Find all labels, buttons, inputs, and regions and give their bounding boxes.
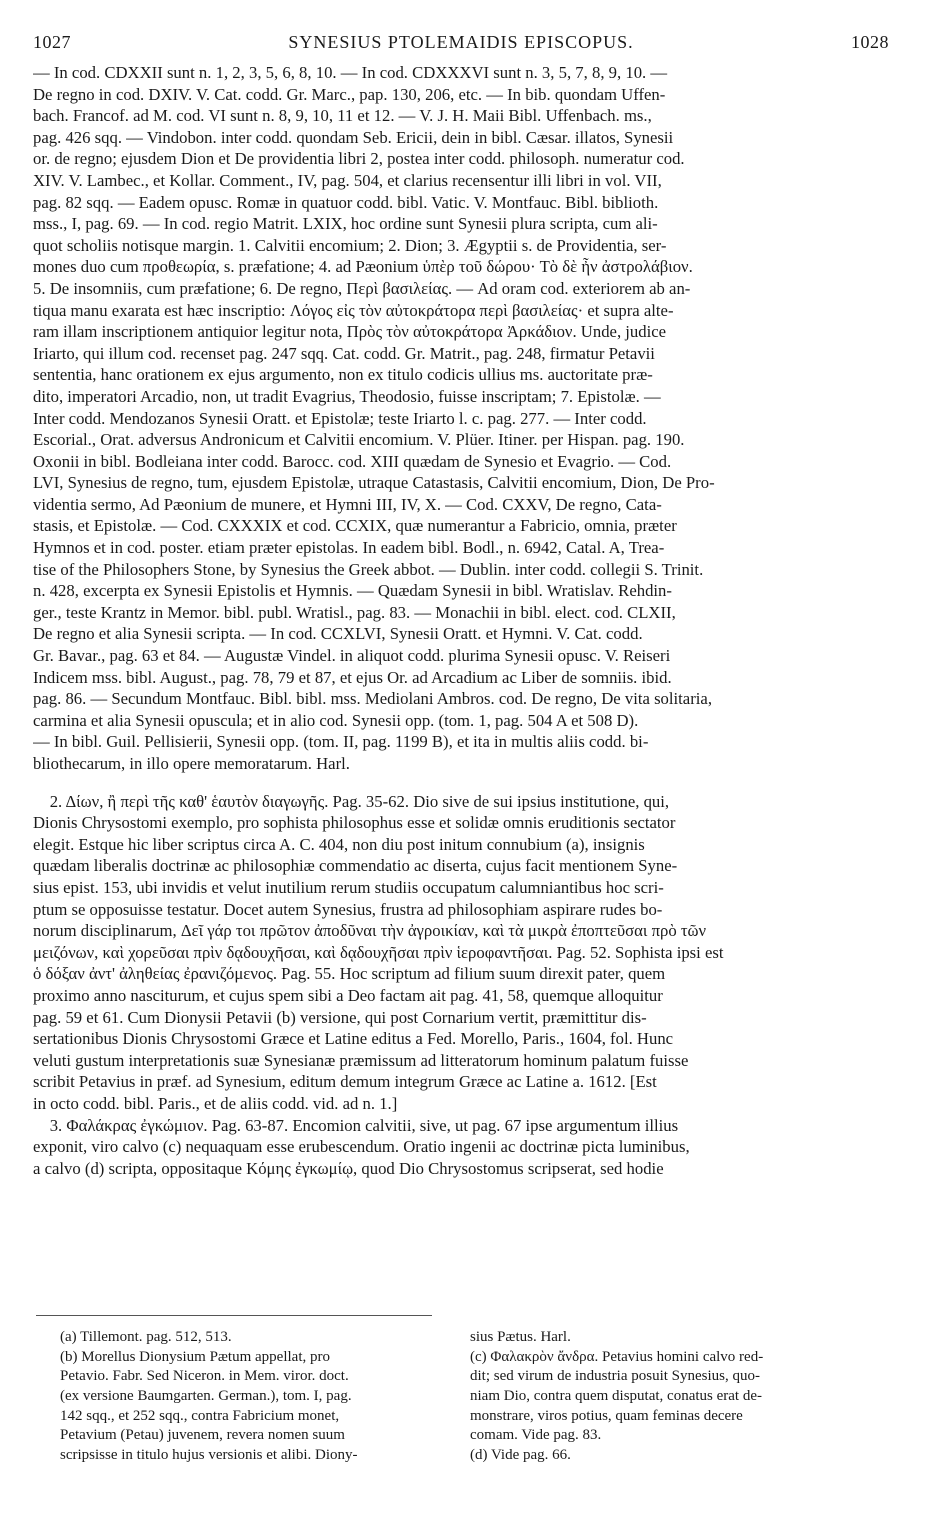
paragraph-dion-calvitium xyxy=(33,791,891,1180)
text-line: pag. 86. — Secundum Montfauc. Bibl. bibl. mss. Mediolani Ambros. cod. De regno, De vita solitaria, xyxy=(33,689,712,709)
text-line: pag. 82 sqq. — Eadem opusc. Romæ in quatuor codd. bibl. Vatic. V. Montfauc. Bibl. biblioth. xyxy=(33,192,659,212)
text-line: stasis, et Epistolæ. — Cod. CXXXIX et cod. CCXIX, quæ numerantur a Fabricio, omnia, præter xyxy=(33,516,677,536)
text-line: ram illam inscriptionem antiquior legitur nota, Πρὸς τὸν αὐτοκράτορα Ἀρκάδιον. Unde, judice xyxy=(33,322,667,342)
footnote-line: (a) Tillemont. pag. 512, 513. xyxy=(60,1329,232,1345)
footnote-line: sius Pætus. Harl. xyxy=(470,1329,571,1345)
footnote-line: 142 sqq., et 252 sqq., contra Fabricium monet, xyxy=(60,1407,340,1424)
text-line: sententia, hanc orationem ex ejus argumento, non ex titulo codicis ullius ms. auctoritate præ- xyxy=(33,365,653,385)
running-header xyxy=(33,32,889,56)
text-line: Indicem mss. bibl. August., pag. 78, 79 et 87, et ejus Or. ad Arcadium ac Liber de somniis. ibid. xyxy=(33,667,672,687)
text-line: videntia sermo, Ad Pæonium de munere, et Hymni III, IV, X. — Cod. CXXV, De regno, Cata- xyxy=(33,494,662,514)
footnotes-left-column xyxy=(60,1328,460,1466)
text-line: 3. Φαλάκρας ἐγκώμιον. Pag. 63-87. Encomion calvitii, sive, ut pag. 67 ipse argumentum illius xyxy=(33,1115,679,1135)
text-line: Dionis Chrysostomi exemplo, pro sophista philosophus esse et solidæ omnis eruditionis sectator xyxy=(33,813,676,833)
footnotes-right-column xyxy=(470,1328,895,1466)
footnote-line: (d) Vide pag. 66. xyxy=(470,1447,571,1464)
footnote-rule xyxy=(36,1315,432,1316)
footnote-line: (ex versione Baumgarten. German.), tom. I, pag. xyxy=(60,1388,352,1405)
paragraph-manuscripts xyxy=(33,62,891,775)
text-line: pag. 426 sqq. — Vindobon. inter codd. quondam Seb. Ericii, dein in bibl. Cæsar. illatos, Synesii xyxy=(33,127,674,147)
text-line: Oxonii in bibl. Bodleiana inter codd. Barocc. cod. XIII quædam de Synesio et Evagrio. — Cod. xyxy=(33,451,672,471)
text-line: bach. Francof. ad M. cod. VI sunt n. 8, 9, 10, 11 et 12. — V. J. H. Maii Bibl. Uffenbach. ms., xyxy=(33,106,652,126)
text-line: in octo codd. bibl. Paris., et de aliis codd. vid. ad n. 1.] xyxy=(33,1093,398,1113)
text-line: elegit. Estque hic liber scriptus circa A. C. 404, non diu post initum connubium (a), insignis xyxy=(33,834,645,854)
text-line: — In bibl. Guil. Pellisierii, Synesii opp. (tom. II, pag. 1199 B), et ita in multis aliis codd. bi- xyxy=(33,732,649,752)
footnote-line: Petavio. Fabr. Sed Niceron. in Mem. viror. doct. xyxy=(60,1368,349,1385)
text-line: pag. 59 et 61. Cum Dionysii Petavii (b) versione, qui post Cornarium vertit, præmittitur dis- xyxy=(33,1007,647,1027)
text-line: mss., I, pag. 69. — In cod. regio Matrit. LXIX, hoc ordine sunt Synesii plura scripta, cum ali- xyxy=(33,214,658,234)
footnote-line: monstrare, viros potius, quam feminas decere xyxy=(470,1407,743,1424)
text-line: n. 428, excerpta ex Synesii Epistolis et Hymnis. — Quædam Synesii in bibl. Wratislav. Rehdin- xyxy=(33,581,672,601)
text-line: sertationibus Dionis Chrysostomi Græce et Latine editus a Fed. Morello, Paris., 1604, fol. Hunc xyxy=(33,1029,674,1049)
text-line: 5. De insomniis, cum præfatione; 6. De regno, Περὶ βασιλείας. — Ad oram cod. exteriorem ab an- xyxy=(33,278,691,298)
text-line: Gr. Bavar., pag. 63 et 84. — Augustæ Vindel. in aliquot codd. plurima Synesii opusc. V. Reiseri xyxy=(33,646,671,666)
main-text xyxy=(33,62,891,1179)
text-line: sius epist. 153, ubi invidis et velut inutilium rerum studiis occupatum calumniantibus hoc scri- xyxy=(33,877,664,897)
running-title: SYNESIUS PTOLEMAIDIS EPISCOPUS. xyxy=(288,32,634,52)
text-line: Inter codd. Mendozanos Synesii Oratt. et Epistolæ; teste Iriarto l. c. pag. 277. — Inter codd. xyxy=(33,408,647,428)
text-line: Hymnos et in cod. poster. etiam præter epistolas. In eadem bibl. Bodl., n. 6942, Catal. A, Trea- xyxy=(33,538,665,558)
footnote-line: Petavium (Petau) juvenem, revera nomen suum xyxy=(60,1427,345,1444)
text-line: veluti gustum interpretationis suæ Synesianæ præmissum ad litteratorum hominum palatum fuisse xyxy=(33,1050,689,1070)
footnote-line: (b) Morellus Dionysium Pætum appellat, pro xyxy=(60,1348,330,1365)
page-number-right: 1028 xyxy=(851,32,889,52)
text-line: ptum se opposuisse testatur. Docet autem Synesius, frustra ad philosophiam aspirare rudes bo- xyxy=(33,899,663,919)
text-line: De regno et alia Synesii scripta. — In cod. CCXLVI, Synesii Oratt. et Hymni. V. Cat. codd. xyxy=(33,624,643,644)
text-line: quædam liberalis doctrinæ ac philosophiæ commendatio ac diserta, cujus facit mentionem Syne- xyxy=(33,856,678,876)
text-line: carmina et alia Synesii opuscula; et in alio cod. Synesii opp. (tom. 1, pag. 504 A et 508 D). xyxy=(33,710,639,730)
paragraph-gap xyxy=(33,775,891,791)
text-line: mones duo cum προθεωρία, s. præfatione; 4. ad Pæonium ὑπὲρ τοῦ δώρου· Τὸ δὲ ἦν ἀστρολάβιον. xyxy=(33,257,693,277)
text-line: Escorial., Orat. adversus Andronicum et Calvitii encomium. V. Plüer. Itiner. per Hispan. pag. 190. xyxy=(33,430,685,450)
page-number-left: 1027 xyxy=(33,32,71,52)
text-line: tiqua manu exarata est hæc inscriptio: Λόγος εἰς τὸν αὐτοκράτορα περὶ βασιλείας· et supra alte- xyxy=(33,300,674,320)
text-line: scribit Petavius in præf. ad Synesium, editum demum integrum Græce ac Latine a. 1612. [Est xyxy=(33,1072,657,1092)
footnote-line: dit; sed virum de industria posuit Synesius, quo- xyxy=(470,1368,760,1385)
text-line: LVI, Synesius de regno, tum, ejusdem Epistolæ, utraque Catastasis, Calvitii encomium, Dion, De Pro- xyxy=(33,473,715,493)
footnote-line: comam. Vide pag. 83. xyxy=(470,1427,602,1444)
text-line: Iriarto, qui illum cod. recenset pag. 247 sqq. Cat. codd. Gr. Matrit., pag. 248, firmatur Petavii xyxy=(33,343,655,363)
footnote-line: scripsisse in titulo hujus versionis et alibi. Diony- xyxy=(60,1447,358,1464)
text-line: norum disciplinarum, Δεῖ γάρ τοι πρῶτον ἀποδῦναι τὴν ἀγροικίαν, καὶ τὰ μικρὰ ἐποπτεῦσαι πρὸ τῶν xyxy=(33,921,707,941)
text-line: proximo anno nasciturum, et cujus spem sibi a Deo factam ait pag. 41, 58, quemque alloquitur xyxy=(33,985,663,1005)
text-line: — In cod. CDXXII sunt n. 1, 2, 3, 5, 6, 8, 10. — In cod. CDXXXVI sunt n. 3, 5, 7, 8, 9, 10. — xyxy=(33,63,668,82)
text-line: dito, imperatori Arcadio, non, ut tradit Evagrius, Theodosio, fuisse inscriptam; 7. Epistolæ. — xyxy=(33,386,661,406)
text-line: a calvo (d) scripta, oppositaque Κόμης ἐγκωμίῳ, quod Dio Chrysostomus scripserat, sed hodie xyxy=(33,1158,664,1178)
text-line: exponit, viro calvo (c) nequaquam esse erubescendum. Oratio ingenii ac doctrinæ picta luminibus, xyxy=(33,1137,690,1157)
text-line: 2. Δίων, ἢ περὶ τῆς καθ' ἑαυτὸν διαγωγῆς. Pag. 35-62. Dio sive de sui ipsius institutione, qui, xyxy=(33,791,670,811)
text-line: quot scholiis notisque margin. 1. Calvitii encomium; 2. Dion; 3. Ægyptii s. de Providentia, ser- xyxy=(33,235,667,255)
text-line: ὁ δόξαν ἀντ' ἀληθείας ἐρανιζόμενος. Pag. 55. Hoc scriptum ad filium suum direxit pater, quem xyxy=(33,964,666,984)
text-line: tise of the Philosophers Stone, by Synesius the Greek abbot. — Dublin. inter codd. collegii S. Trinit. xyxy=(33,559,704,579)
text-line: XIV. V. Lambec., et Kollar. Comment., IV, pag. 504, et clarius recensentur illi libri in vol. VII, xyxy=(33,170,662,190)
text-line: De regno in cod. DXIV. V. Cat. codd. Gr. Marc., pap. 130, 206, etc. — In bib. quondam Uffen- xyxy=(33,84,666,104)
text-line: bliothecarum, in illo opere memoratarum. Harl. xyxy=(33,754,350,773)
footnote-line: (c) Φαλακρὸν ἄνδρα. Petavius homini calvo red- xyxy=(470,1348,764,1365)
text-line: μειζόνων, καὶ χορεῦσαι πρὶν δᾳδουχῆσαι, καὶ δᾳδουχῆσαι πρὶν ἱεροφαντῆσαι. Pag. 52. Sophista ipsi est xyxy=(33,942,724,962)
text-line: or. de regno; ejusdem Dion et De providentia libri 2, postea inter codd. philosoph. numeratur cod. xyxy=(33,149,685,169)
footnote-line: niam Dio, contra quem disputat, conatus erat de- xyxy=(470,1388,762,1405)
text-line: ger., teste Krantz in Memor. bibl. publ. Wratisl., pag. 83. — Monachii in bibl. elect. cod. CLXII, xyxy=(33,602,676,622)
